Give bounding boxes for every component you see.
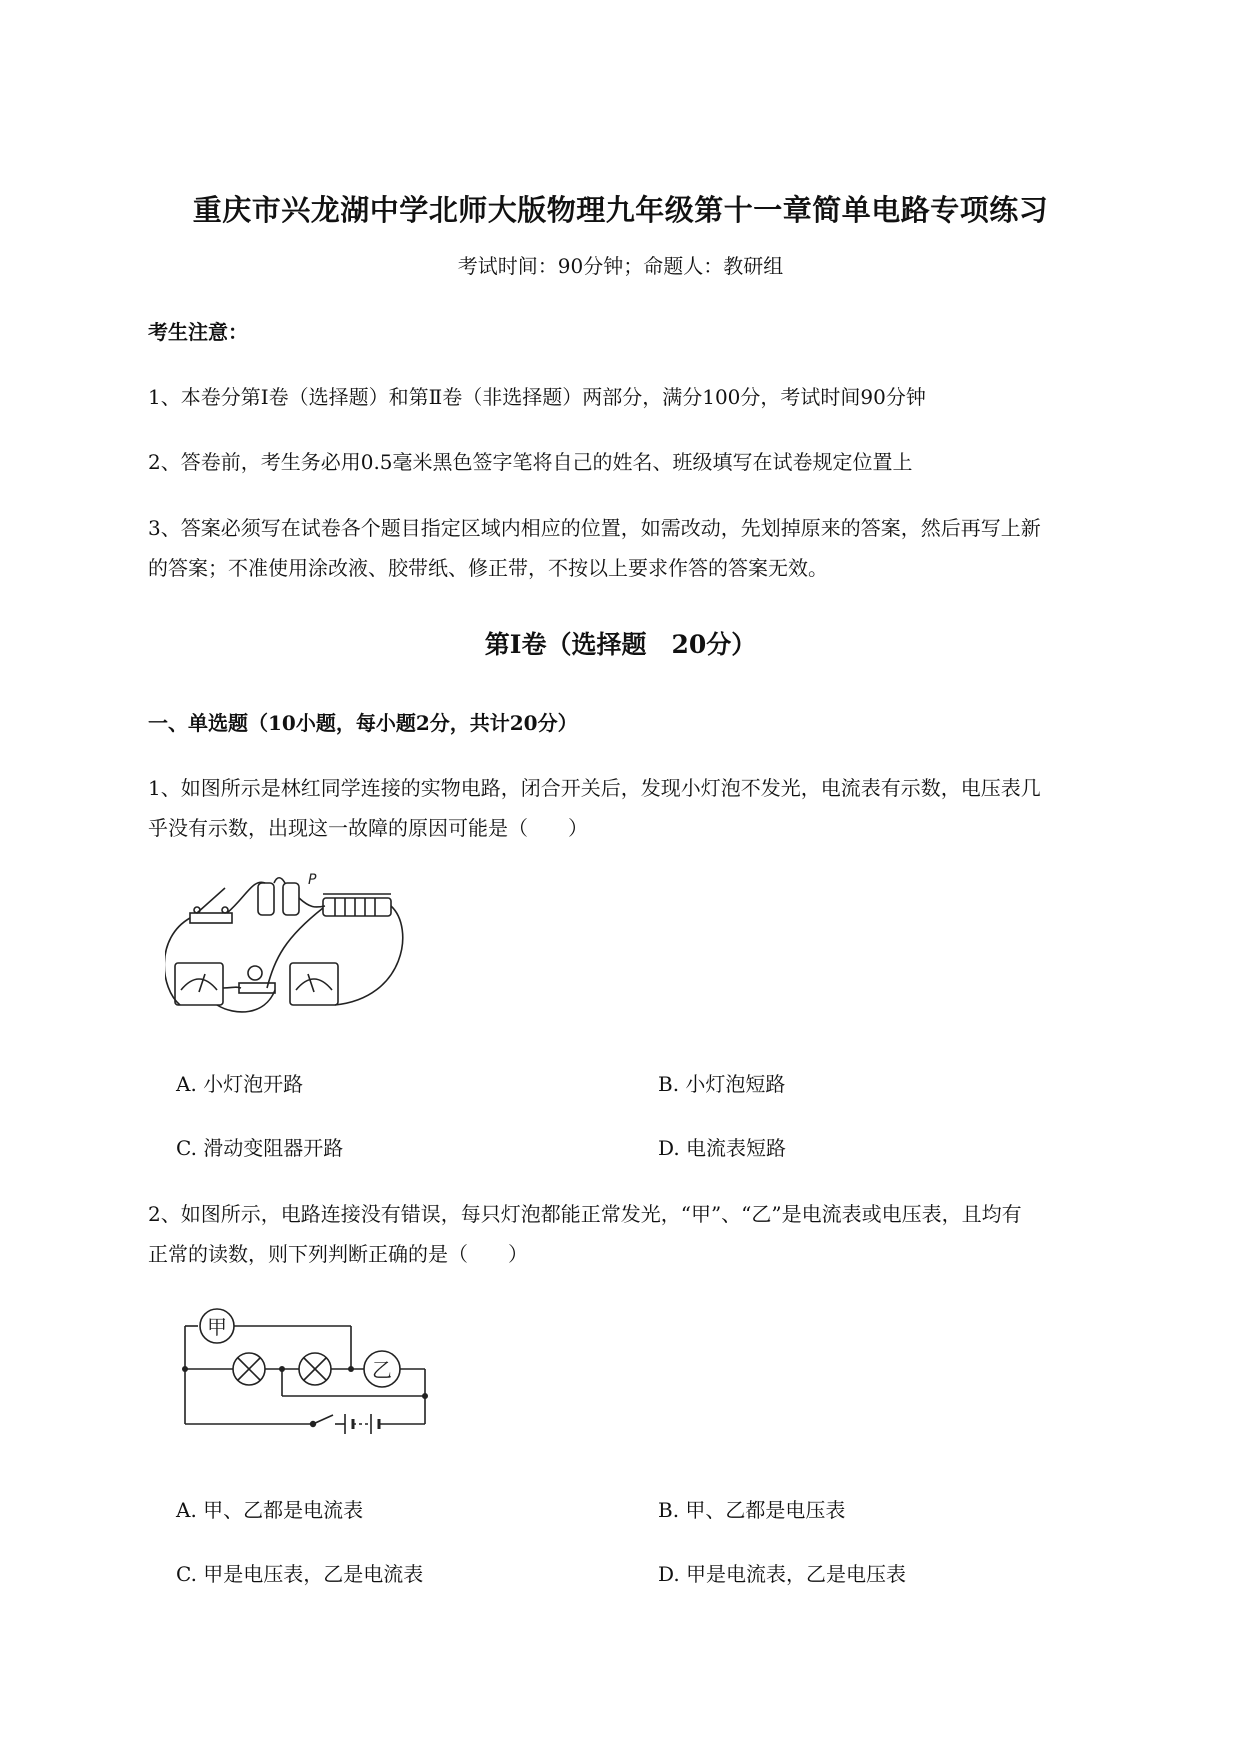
slider-label: P xyxy=(308,872,317,888)
rheostat xyxy=(323,898,391,916)
bulb xyxy=(248,966,262,980)
notice-item-3: 3、答案必须写在试卷各个题目指定区域内相应的位置，如需改动，先划掉原来的答案，然后再写上新 xyxy=(148,516,1041,540)
notice-item-2: 2、答卷前，考生务必用0.5毫米黑色签字笔将自己的姓名、班级填写在试卷规定位置上 xyxy=(148,450,913,474)
document-title: 重庆市兴龙湖中学北师大版物理九年级第十一章简单电路专项练习 xyxy=(192,193,1049,227)
bulb-holder xyxy=(239,983,275,993)
notice-item-3-cont: 的答案；不准使用涂改液、胶带纸、修正带，不按以上要求作答的答案无效。 xyxy=(148,556,828,580)
q1-option-d[interactable]: D. 电流表短路 xyxy=(658,1136,787,1160)
notice-heading: 考生注意： xyxy=(148,320,248,344)
part-heading: 一、单选题（10小题，每小题2分，共计20分） xyxy=(148,711,578,735)
question-2-line-1: 2、如图所示，电路连接没有错误，每只灯泡都能正常发光，“甲”、“乙”是电流表或电压表，且均有 xyxy=(148,1202,1022,1226)
notice-item-1: 1、本卷分第I卷（选择题）和第Ⅱ卷（非选择题）两部分，满分100分，考试时间90分钟 xyxy=(148,385,926,409)
q1-option-c[interactable]: C. 滑动变阻器开路 xyxy=(176,1136,344,1160)
question-1-line-1: 1、如图所示是林红同学连接的实物电路，闭合开关后，发现小灯泡不发光，电流表有示数，电压表几 xyxy=(148,776,1041,800)
voltmeter xyxy=(290,963,338,1005)
question-2-circuit-figure xyxy=(175,1296,435,1438)
q1-option-a[interactable]: A. 小灯泡开路 xyxy=(176,1072,304,1096)
q2-option-a[interactable]: A. 甲、乙都是电流表 xyxy=(176,1498,364,1522)
question-2-line-2: 正常的读数，则下列判断正确的是（ ） xyxy=(148,1242,528,1266)
switch-base xyxy=(190,913,232,923)
question-1-circuit-figure xyxy=(165,868,415,1018)
section-title: 第I卷（选择题 20分） xyxy=(484,630,757,659)
q2-option-b[interactable]: B. 甲、乙都是电压表 xyxy=(658,1498,846,1522)
battery-2 xyxy=(283,883,299,915)
meter-jia-label: 甲 xyxy=(207,1315,227,1339)
q2-option-c[interactable]: C. 甲是电压表，乙是电流表 xyxy=(176,1562,424,1586)
question-1-line-2: 乎没有示数，出现这一故障的原因可能是（ ） xyxy=(148,816,588,840)
battery-1 xyxy=(258,883,274,915)
meter-yi-label: 乙 xyxy=(372,1358,392,1382)
ammeter xyxy=(175,963,223,1005)
exam-info: 考试时间：90分钟；命题人：教研组 xyxy=(457,254,784,278)
q2-option-d[interactable]: D. 甲是电流表，乙是电压表 xyxy=(658,1562,907,1586)
q1-option-b[interactable]: B. 小灯泡短路 xyxy=(658,1072,786,1096)
